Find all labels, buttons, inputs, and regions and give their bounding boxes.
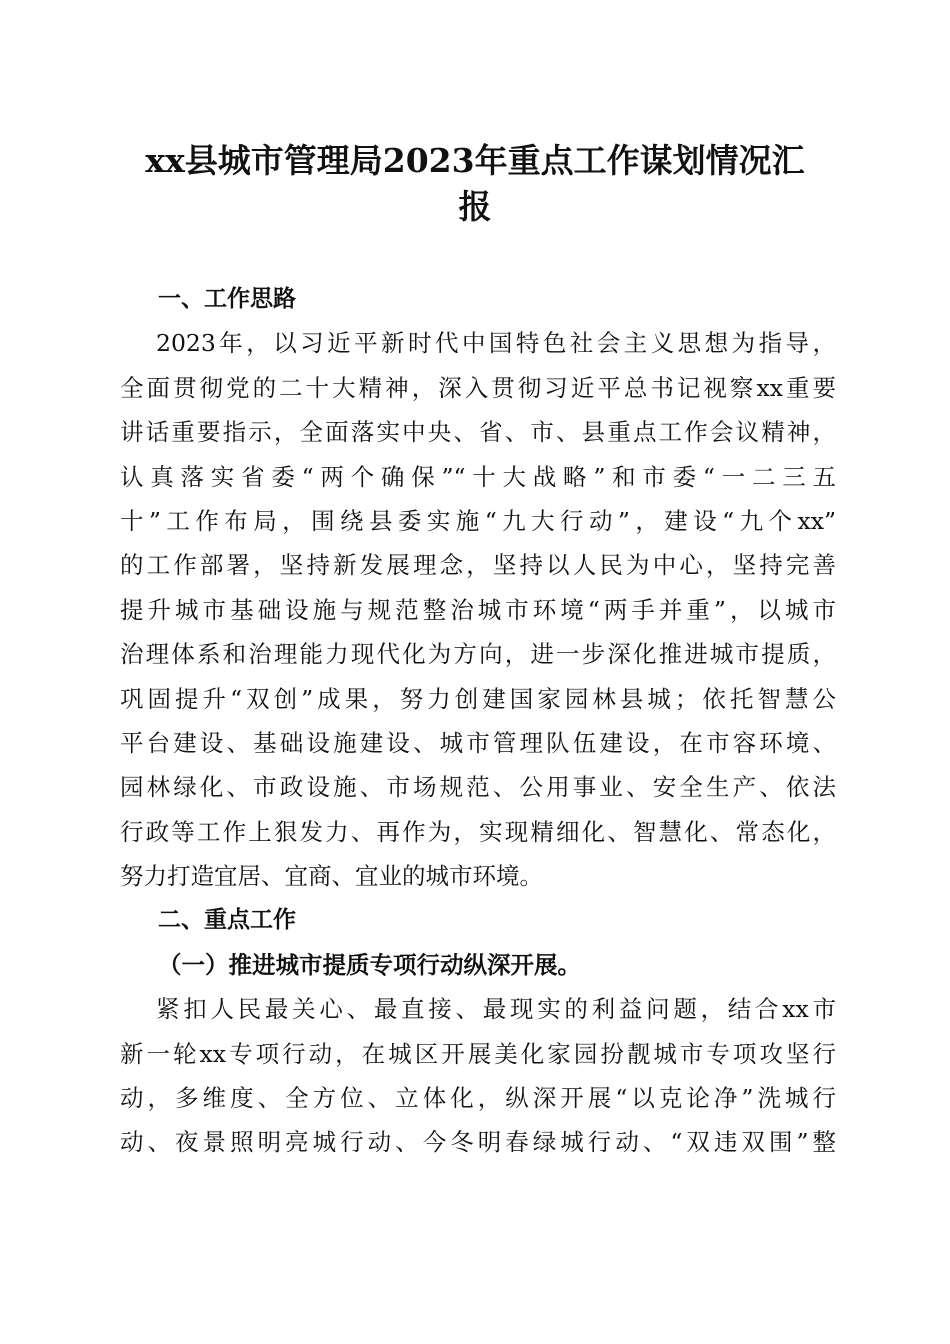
text-line: 动，多维度、全方位、立体化，纵深开展“以克论净”洗城行 — [120, 1084, 836, 1113]
text-line: 十”工作布局，围绕县委实施“九大行动”，建设“九个xx” — [120, 506, 836, 535]
text-line: 行政等工作上狠发力、再作为，实现精细化、智慧化、常态化， — [120, 817, 836, 846]
paragraph-city-upgrade — [120, 987, 836, 1165]
text-line: 动、夜景照明亮城行动、今冬明春绿城行动、“双违双围”整 — [120, 1128, 836, 1157]
text-line: 2023年，以习近平新时代中国特色社会主义思想为指导， — [156, 329, 836, 358]
document-body — [120, 277, 836, 1165]
text-line: 紧扣人民最关心、最直接、最现实的利益问题，结合xx市 — [156, 995, 836, 1024]
text-line: 新一轮xx专项行动，在城区开展美化家园扮靓城市专项攻坚行 — [120, 1039, 836, 1068]
title-line-2: 报 — [458, 187, 492, 226]
text-line: 的工作部署，坚持新发展理念，坚持以人民为中心，坚持完善 — [120, 551, 836, 580]
text-line: 努力打造宜居、宜商、宜业的城市环境。 — [120, 862, 543, 891]
text-line: 讲话重要指示，全面落实中央、省、市、县重点工作会议精神， — [120, 418, 836, 447]
title-line-1: xx县城市管理局2023年重点工作谋划情况汇 — [145, 141, 805, 180]
text-line: 平台建设、基础设施建设、城市管理队伍建设，在市容环境、 — [120, 728, 836, 757]
text-line: 全面贯彻党的二十大精神，深入贯彻习近平总书记视察xx重要 — [120, 373, 836, 402]
document-title — [100, 138, 850, 230]
text-line: 认真落实省委“两个确保”“十大战略”和市委“一二三五 — [120, 462, 836, 491]
text-line: 提升城市基础设施与规范整治城市环境“两手并重”，以城市 — [120, 595, 836, 624]
text-line: 园林绿化、市政设施、市场规范、公用事业、安全生产、依法 — [120, 773, 836, 802]
section-heading-work-approach: 一、工作思路 — [158, 286, 296, 312]
text-line: 巩固提升“双创”成果，努力创建国家园林县城；依托智慧公 — [120, 684, 836, 713]
section-heading-key-work: 二、重点工作 — [158, 907, 296, 934]
text-line: 治理体系和治理能力现代化为方向，进一步深化推进城市提质， — [120, 640, 836, 669]
paragraph-work-approach — [120, 321, 836, 898]
subsection-heading-1: （一）推进城市提质专项行动纵深开展。 — [158, 950, 581, 979]
